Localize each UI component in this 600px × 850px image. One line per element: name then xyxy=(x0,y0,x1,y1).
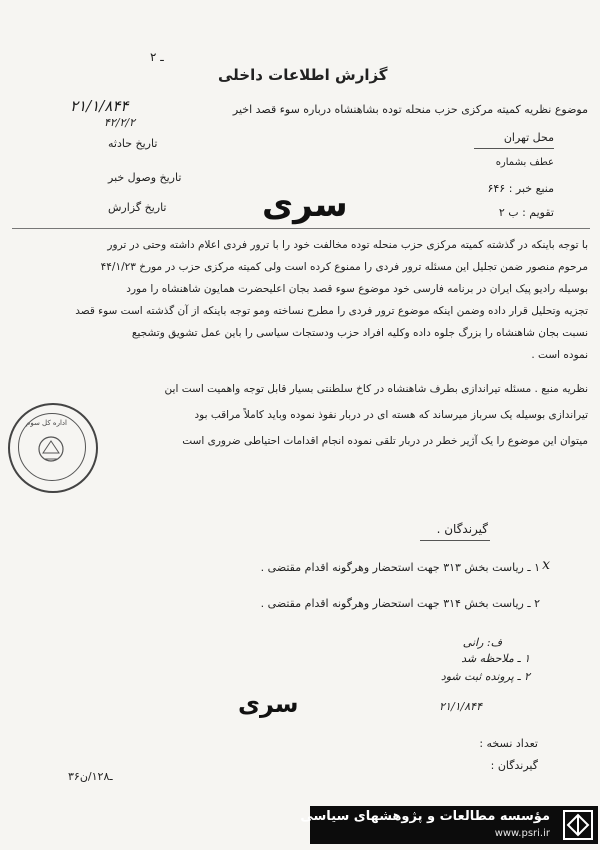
source-opinion-line-3: میتوان این موضوع را یک آژیر خطر در دربار تلقی نموده انجام اقدامات احتیاطی ضروری است xyxy=(182,435,588,447)
handwritten-note-4: ۲۱/۱/۸۴۴ xyxy=(439,700,482,713)
stamp-emblem-icon xyxy=(8,403,94,489)
body-line-6: نموده است . xyxy=(531,349,588,361)
copies-label: تعداد نسخه : xyxy=(479,737,538,750)
classification-stamp-bottom: سری xyxy=(238,690,299,718)
x-mark: x xyxy=(542,557,550,573)
corner-mark: ـ ۲ xyxy=(150,50,164,64)
recipient-2: ۲ ـ ریاست بخش ۳۱۴ جهت استحضار وهرگونه اقدام مقتضی . xyxy=(260,597,540,610)
received-date-label: تاریخ وصول خبر xyxy=(108,171,182,184)
place-field: محل تهران xyxy=(503,131,554,144)
recipient-1: ۱ ـ ریاست بخش ۳۱۳ جهت استحضار وهرگونه اقدام مقتضی . xyxy=(260,561,540,574)
institute-logo-icon xyxy=(558,806,598,844)
handwritten-note-1: ف: رانی xyxy=(462,636,502,649)
reference-number-field: عطف بشماره xyxy=(495,157,554,168)
source-number-field: منبع خبر : ۶۴۶ xyxy=(487,182,554,195)
institute-url: www.psri.ir xyxy=(494,828,550,839)
round-stamp xyxy=(8,403,98,493)
source-opinion-line-2: تیراندازی بوسیله یک سرباز میرساند که هسته ای در دربار نفوذ نموده وباید کاملاً مراقب بود xyxy=(194,409,588,421)
body-line-5: نسبت بجان شاهنشاه را بزرگ جلوه داده وکلیه افراد حزب ودستجات سیاسی را باین عمل تشویق وتشجیع xyxy=(131,327,588,339)
recipients-heading: گیرندگان . xyxy=(436,522,488,536)
handwritten-note-3: ۲ ـ پرونده ثبت شود xyxy=(440,670,530,683)
incident-date-label: تاریخ حادثه xyxy=(108,137,158,150)
body-line-1: با توجه باینکه در گذشته کمیته مرکزی حزب منحله توده مخالفت خود را با ترور فردی اعلام داشته وحتی در ترور xyxy=(107,239,588,251)
stamp-text: اداره کل سوم xyxy=(26,419,67,427)
form-number: ۳۶ـ۱۲۸/ن xyxy=(68,770,113,783)
report-date-label: تاریخ گزارش xyxy=(108,201,167,214)
institute-footer xyxy=(300,806,596,844)
classification-stamp: سری xyxy=(262,185,348,225)
body-line-2: مرحوم منصور ضمن تجلیل این مسئله ترور فردی را ممنوع کرده است ولی کمیته مرکزی حزب در مورخ ۴۴/۱/۲۳ xyxy=(100,261,588,273)
page-title: گزارش اطلاعات داخلی xyxy=(218,66,388,84)
source-opinion-line-1: نظریه منبع . مسئله تیراندازی بطرف شاهنشاه در کاخ سلطنتی بسیار قابل توجه واهمیت است این xyxy=(164,383,588,395)
calendar-field: تقویم : ب ۲ xyxy=(498,206,554,219)
handwritten-date: ۴۲/۲/۲ xyxy=(104,116,136,129)
institute-name: مؤسسه مطالعات و پژوهشهای سیاسی xyxy=(300,809,550,824)
handwritten-note-2: ۱ ـ ملاحظه شد xyxy=(461,652,530,665)
handwritten-reference: ۲۱/۱/۸۴۴ xyxy=(70,97,129,115)
recipients-label: گیرندگان : xyxy=(490,759,538,772)
body-line-3: بوسیله رادیو پیک ایران در برنامه فارسی خود موضوع سوء قصد بجان اعلیحضرت همایون شاهنشاه را مورد xyxy=(126,283,588,295)
body-line-4: تجزیه وتحلیل قرار داده وضمن اینکه موضوع ترور فردی را مطرح نساخته ومو توجه باینکه از آن گذشته است سوء قصد xyxy=(75,305,588,317)
subject-line: موضوع نظریه کمیته مرکزی حزب منحله توده بشاهنشاه درباره سوء قصد اخیر xyxy=(232,103,588,116)
